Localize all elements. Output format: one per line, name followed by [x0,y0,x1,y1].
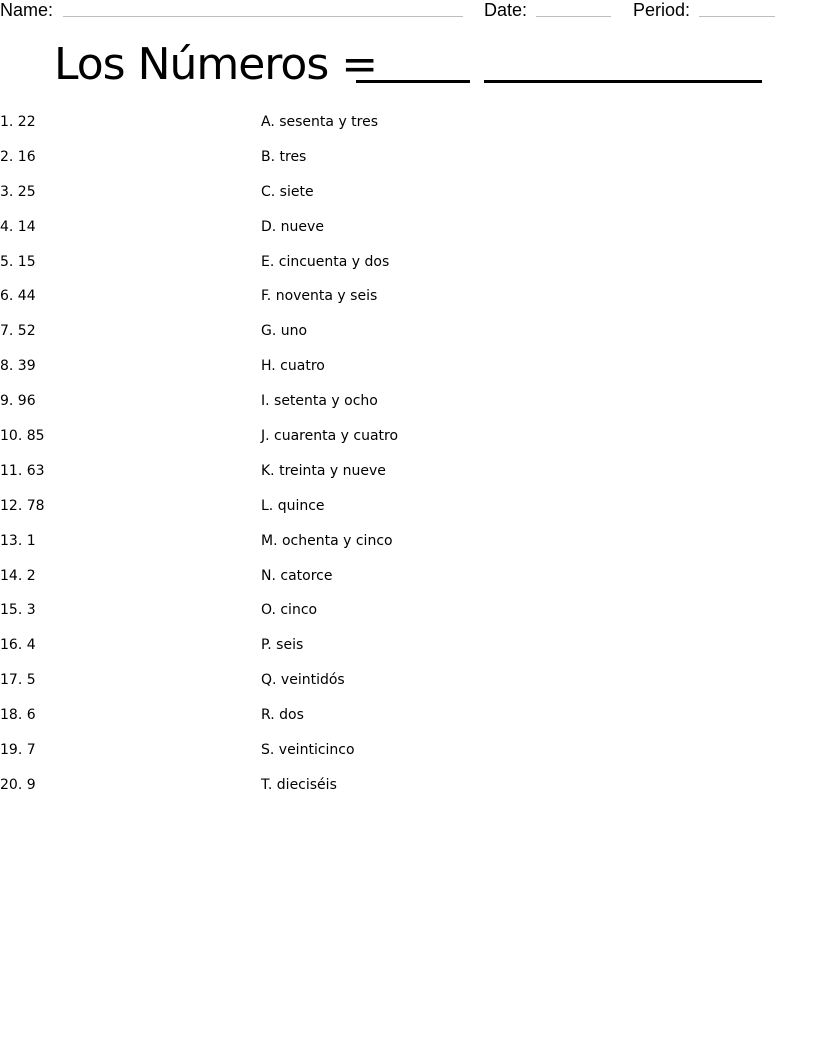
answer-item: C. siete [261,183,314,200]
list-item [0,112,816,147]
question-item: 4. 14 [0,218,36,235]
question-item: 9. 96 [0,393,36,410]
list-item [0,147,816,182]
title-blank-2 [484,80,762,83]
question-item: 14. 2 [0,567,36,584]
answer-item: K. treinta y nueve [261,462,386,479]
name-blank-line [63,16,463,17]
question-item: 3. 25 [0,183,36,200]
question-item: 17. 5 [0,672,36,689]
answer-item: T. dieciséis [261,776,337,793]
list-item [0,531,816,566]
list-item [0,252,816,287]
list-item [0,356,816,391]
list-item [0,391,816,426]
matching-list [0,112,816,810]
list-item [0,670,816,705]
list-item [0,600,816,635]
answer-item: D. nueve [261,218,324,235]
list-item [0,286,816,321]
answer-item: O. cinco [261,602,318,619]
question-item: 6. 44 [0,288,36,305]
period-blank-line [699,16,775,17]
date-blank-line [536,16,611,17]
answer-item: Q. veintidós [261,672,345,689]
list-item [0,426,816,461]
list-item [0,321,816,356]
list-item [0,496,816,531]
list-item [0,461,816,496]
question-item: 2. 16 [0,148,36,165]
answer-item: H. cuatro [261,358,325,375]
question-item: 7. 52 [0,323,36,340]
question-item: 19. 7 [0,742,36,759]
answer-item: G. uno [261,323,308,340]
answer-item: B. tres [261,148,307,165]
question-item: 1. 22 [0,114,36,130]
list-item [0,635,816,670]
answer-item: N. catorce [261,567,333,584]
question-item: 8. 39 [0,358,36,375]
name-label: Name: [0,0,54,20]
question-item: 11. 63 [0,462,45,479]
period-label: Period: [633,0,691,20]
header-row [0,0,816,22]
answer-item: L. quince [261,497,325,514]
list-item [0,740,816,775]
answer-item: R. dos [261,707,304,724]
list-item [0,566,816,601]
answer-item: S. veinticinco [261,742,355,759]
question-item: 5. 15 [0,253,36,270]
question-item: 20. 9 [0,776,36,793]
list-item [0,705,816,740]
question-item: 13. 1 [0,532,36,549]
title-text: Los Números = [54,39,378,90]
answer-item: A. sesenta y tres [261,114,379,130]
question-item: 16. 4 [0,637,36,654]
answer-item: E. cincuenta y dos [261,253,390,270]
title-blank-1 [356,80,470,83]
answer-item: J. cuarenta y cuatro [261,428,399,445]
list-item [0,182,816,217]
answer-item: P. seis [261,637,304,654]
answer-item: M. ochenta y cinco [261,532,393,549]
list-item [0,775,816,810]
question-item: 15. 3 [0,602,36,619]
answer-item: I. setenta y ocho [261,393,378,410]
date-label: Date: [484,0,528,20]
question-item: 18. 6 [0,707,36,724]
list-item [0,217,816,252]
answer-item: F. noventa y seis [261,288,378,305]
question-item: 10. 85 [0,428,45,445]
question-item: 12. 78 [0,497,45,514]
